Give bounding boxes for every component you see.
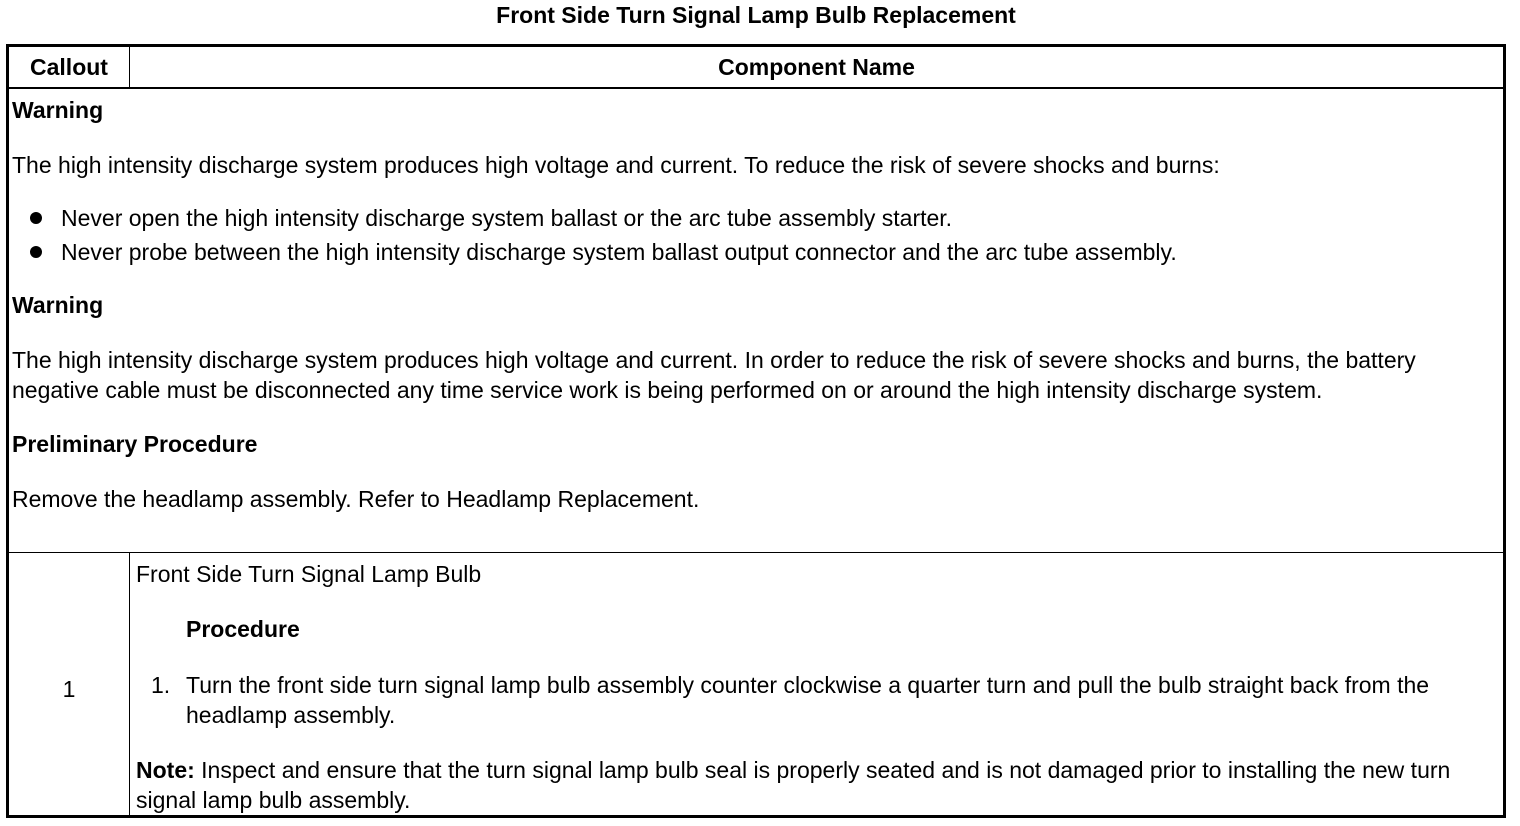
warning-bullet-item xyxy=(12,201,1503,235)
table-header-row xyxy=(9,47,1503,89)
callout-cell xyxy=(9,553,130,815)
intro-section xyxy=(9,89,1503,553)
page-title: Front Side Turn Signal Lamp Bulb Replacement xyxy=(496,2,1016,28)
component-name: Front Side Turn Signal Lamp Bulb xyxy=(136,561,482,587)
warning-text: The high intensity discharge system produces high voltage and current. To reduce the risk of severe shocks and burns: xyxy=(12,152,1220,178)
callout-number: 1 xyxy=(62,676,76,702)
warning-heading: Warning xyxy=(12,292,104,318)
bullet-text: Never probe between the high intensity discharge system ballast output connector and the arc tube assembly. xyxy=(61,239,1177,265)
component-detail-cell xyxy=(130,553,1503,815)
step-text: Turn the front side turn signal lamp bulb assembly counter clockwise a quarter turn and pull the bulb straight back from the headlamp assembly. xyxy=(186,672,1430,728)
preliminary-text: Remove the headlamp assembly. Refer to Headlamp Replacement. xyxy=(12,486,700,512)
bullet-icon xyxy=(30,246,42,258)
procedure-steps xyxy=(136,670,1503,730)
note-text: Inspect and ensure that the turn signal lamp bulb seal is properly seated and is not damaged prior to installing the new turn signal lamp bulb assembly. xyxy=(136,757,1451,813)
preliminary-heading: Preliminary Procedure xyxy=(12,431,258,457)
step-number: 1. xyxy=(151,672,171,698)
note xyxy=(136,755,1503,815)
header-callout: Callout xyxy=(9,47,130,87)
warning-bullet-list xyxy=(12,201,1503,269)
note-label: Note: xyxy=(136,757,195,783)
warning-bullet-item xyxy=(12,235,1503,269)
bullet-text: Never open the high intensity discharge system ballast or the arc tube assembly starter. xyxy=(61,205,953,231)
bullet-icon xyxy=(30,212,42,224)
procedure-table xyxy=(6,44,1506,818)
warning-heading: Warning xyxy=(12,97,104,123)
procedure-heading: Procedure xyxy=(186,616,300,642)
header-component-name: Component Name xyxy=(718,54,915,80)
procedure-step xyxy=(136,670,1503,730)
warning-text: The high intensity discharge system produces high voltage and current. In order to reduce the risk of severe shocks and burns, the battery negative cable must be disconnected any time service work is being performed on or around the high intensity discharge system. xyxy=(12,347,1416,403)
